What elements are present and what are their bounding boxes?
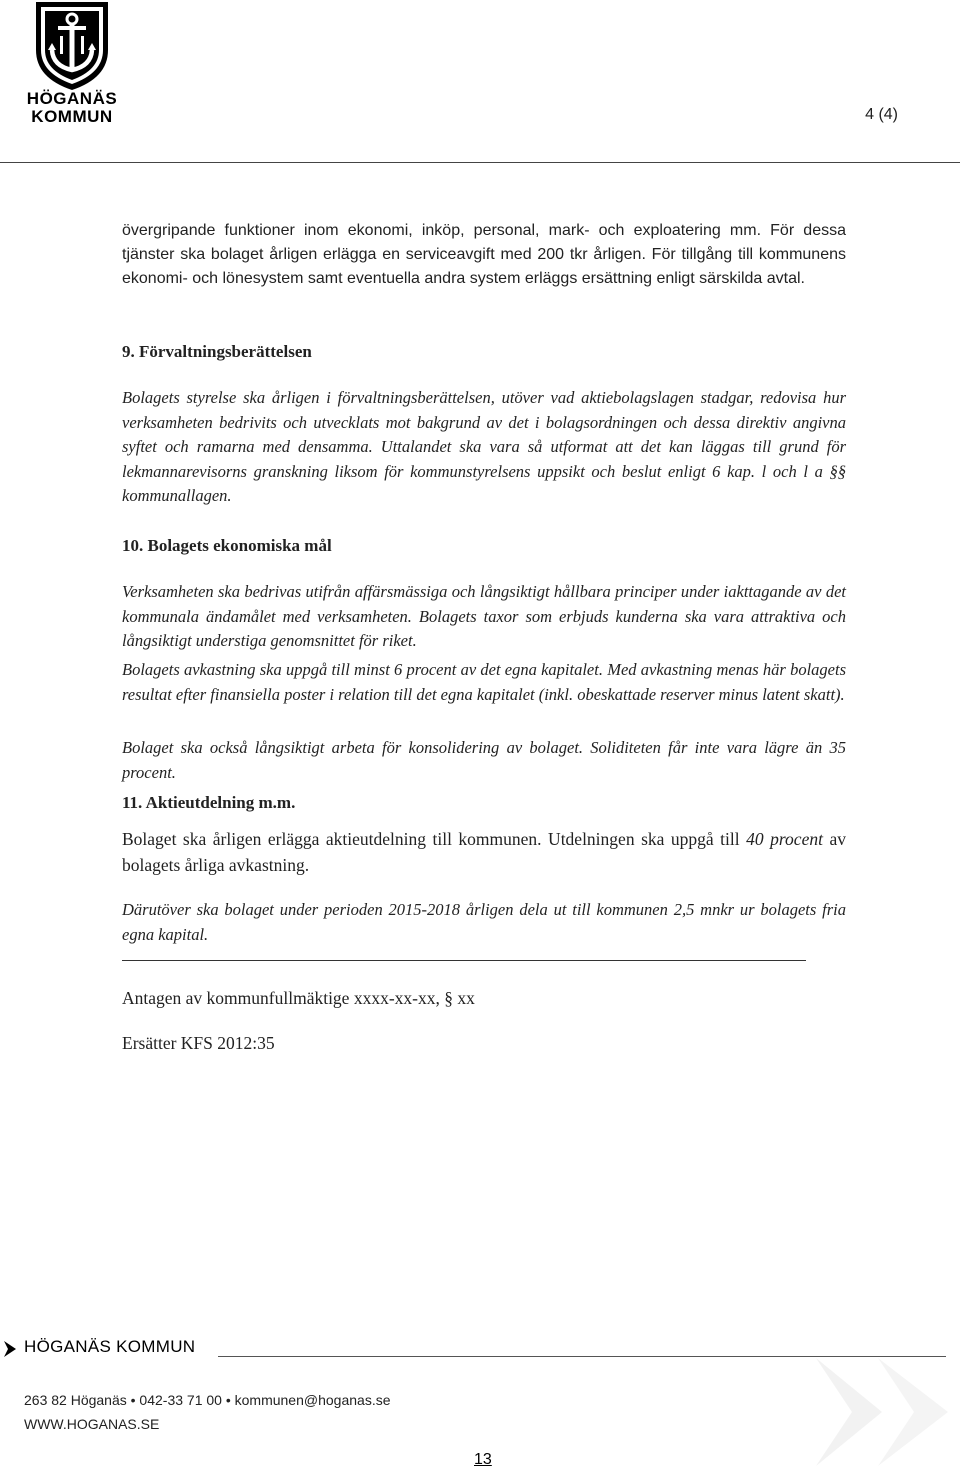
section-10-paragraph-2: Bolagets avkastning ska uppgå till minst 6 procent av det egna kapitalet. Med avkastning menas här bolagets resultat efter finansiella poster i relation till det egna kapitalet (inkl. obeskattade reserver minus latent skatt). <box>122 660 846 704</box>
anchor-crest-icon <box>22 0 122 92</box>
header-divider <box>0 162 960 163</box>
section-11-text-italic: 40 procent <box>746 829 823 849</box>
logo-line-1: HÖGANÄS <box>26 89 118 108</box>
chevron-watermark-icon <box>812 1352 952 1470</box>
section-10-heading: 10. Bolagets ekonomiska mål <box>122 536 332 555</box>
footer-page-number: 13 <box>474 1451 492 1468</box>
chevron-right-icon <box>2 1340 18 1358</box>
hoganas-logo <box>22 0 122 128</box>
footer-website[interactable]: WWW.HOGANAS.SE <box>24 1416 160 1432</box>
section-9-heading: 9. Förvaltningsberättelsen <box>122 342 312 361</box>
footer-address: 263 82 Höganäs • 042-33 71 00 • kommunen@hoganas.se <box>24 1392 391 1408</box>
adopted-line: Antagen av kommunfullmäktige xxxx-xx-xx, § xx <box>122 988 475 1008</box>
footer-org-name: HÖGANÄS KOMMUN <box>24 1337 196 1356</box>
section-9-paragraph: Bolagets styrelse ska årligen i förvaltningsberättelsen, utöver vad aktiebolagslagen stadgar, redovisa hur verksamheten bedrivits och utvecklats mot bakgrund av det i bolagsordningen och dessa direktiv angivna syftet och ramarna med densamma. Uttalandet ska vara så utformat att det kan läggas till grund för lekmannarevisorns granskning liksom för kommunstyrelsens uppsikt och beslut enligt 6 kap. l och l a §§ kommunallagen. <box>122 388 846 505</box>
section-11-paragraph-1 <box>122 826 846 878</box>
logo-text <box>22 90 122 126</box>
page-indicator: 4 (4) <box>865 106 898 123</box>
replaces-line: Ersätter KFS 2012:35 <box>122 1033 275 1053</box>
section-10-paragraph-1: Verksamheten ska bedrivas utifrån affärsmässiga och långsiktigt hållbara principer under iakttagande av det kommunala ändamålet med verksamheten. Bolagets taxor som erbjuds kunderna ska vara attraktiva och långsiktigt understiga genomsnittet för riket. <box>122 582 846 650</box>
section-10-paragraph-3: Bolaget ska också långsiktigt arbeta för konsolidering av bolaget. Soliditeten får inte vara lägre än 35 procent. <box>122 738 846 782</box>
section-11-text-b: av bolagets årliga avkastning. <box>122 829 846 875</box>
section-11-heading: 11. Aktieutdelning m.m. <box>122 793 296 812</box>
intro-paragraph: övergripande funktioner inom ekonomi, inköp, personal, mark- och exploatering mm. För dessa tjänster ska bolaget årligen erlägga en serviceavgift med 200 tkr årligen. För tillgång till kommunens ekonomi- och lönesystem samt eventuella andra system erläggs ersättning enligt särskilda avtal. <box>122 222 846 287</box>
section-11-text-a: Bolaget ska årligen erlägga aktieutdelning till kommunen. Utdelningen ska uppgå till <box>122 829 747 849</box>
content-divider <box>122 960 806 961</box>
logo-line-2: KOMMUN <box>31 107 113 126</box>
section-11-paragraph-2: Därutöver ska bolaget under perioden 2015-2018 årligen dela ut till kommunen 2,5 mnkr ur bolagets fria egna kapital. <box>122 900 846 944</box>
